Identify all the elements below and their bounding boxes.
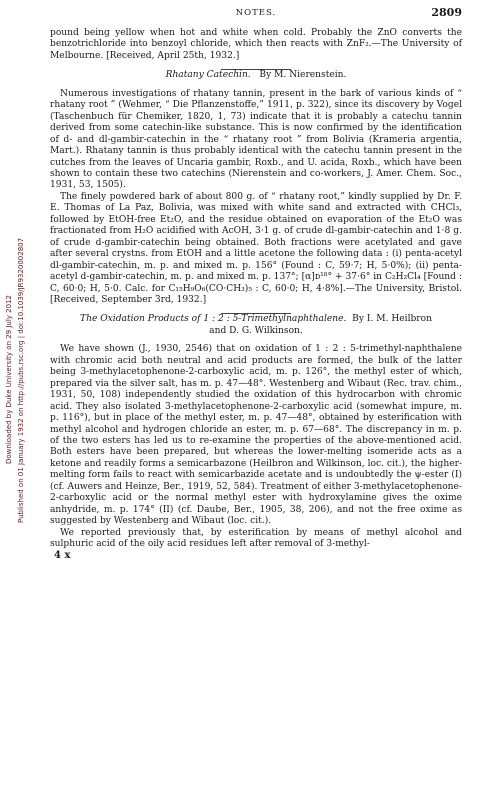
note2-paragraph-2: The finely powdered bark of about 800 g. of “ rhatany root,” kindly supplied by Dr. F. E. Thomas of La Paz, Bolivia, was mixed with white sand and extracted with CHCl₃, followed by EtOH-free Et₂O, and the residue obtained on evaporation of the Et₂O was fractionated from H₂O acidified with AcOH, 3·1 g. of crude dl-gambir-catechin and 1·8 g. of crude d-gambir-catechin being obtained. Both fractions were acetylated and gave after several crystns. from EtOH and a little acetone the following data : (i) penta-acetyl dl-gambir-catechin, m. p. and mixed m. p. 156° (Found : C, 59·7; H, 5·0%); (ii) penta-acetyl d-gambir-catechin, m. p. and mixed m. p. 137°; [α]ᴅ¹⁸° + 37·6° in C₂H₂Cl₄ [Found : C, 60·0; H, 5·0. Calc. for C₁₅H₉O₆(CO·CH₃)₅ : C, 60·0; H, 4·8%].—The University, Bristol. [Received, September 3rd, 1932.] bbox=[50, 191, 462, 305]
running-header bbox=[50, 6, 462, 22]
page-number: 2809 bbox=[431, 6, 462, 19]
note2-author: By M. Nierenstein. bbox=[259, 70, 347, 81]
note3-paragraph-2: We reported previously that, by esterification by means of methyl alcohol and sulphuric acid of the oily acid residues left after removal of 3-methyl- bbox=[50, 527, 462, 550]
note3-author-2: and D. G. Wilkinson. bbox=[209, 325, 303, 336]
note2-heading bbox=[50, 70, 462, 81]
download-watermark bbox=[0, 100, 32, 660]
note3-heading bbox=[50, 314, 462, 337]
note1-text: pound being yellow when hot and white when cold. Probably the ZnO converts the benzotrichloride into benzoyl chloride, which then reacts with ZnF₂.—The University of Melbourne. [Received, April 25th, 1932.] bbox=[50, 28, 462, 61]
note3-title: The Oxidation Products of 1 : 2 : 5-Trimethylnaphthalene. bbox=[80, 314, 347, 325]
note3-author-1: By I. M. Heilbron bbox=[352, 314, 432, 325]
note2-paragraph-1: Numerous investigations of rhatany tannin, present in the bark of various kinds of “ rhatany root ” (Wehmer, “ Die Pflanzenstoffe,” 1911, p. 322), since its discovery by Vogel (Taschenbuch für Chemiker, 1820, 1, 73) indicate that it is probably a catechu tannin derived from some catechin-like substance. This is now confirmed by the identification of d- and dl-gambir-catechin in the “ rhatany root ” from Bolivia (Krameria argentia, Mart.). Rhatany tannin is thus probably identical with the catechu tannin present in the cutches from the leaves of Uncaria gambir, Roxb., and U. acida, Roxb., which have been shown to contain these two catechins (Nierenstein and co-workers, J. Amer. Chem. Soc., 1931, 53, 1505). bbox=[50, 88, 462, 191]
publication-notice: Published on 01 January 1932 on http://pubs.rsc.org | doi:10.1039/JR9320002807 bbox=[17, 237, 25, 523]
note3-paragraph-1: We have shown (J., 1930, 2546) that on oxidation of 1 : 2 : 5-trimethyl-naphthalene with chromic acid both neutral and acid products are formed, the bulk of the latter being 3-methylacetophenone-2-carboxylic acid, m. p. 126°, the methyl ester of which, prepared via the silver salt, has m. p. 47—48°. Westenberg and Wibaut (Rec. trav. chim., 1931, 50, 108) independently studied the oxidation of this hydrocarbon with chromic acid. They also isolated 3-methylacetophenone-2-carboxylic acid (somewhat impure, m. p. 116°), but in place of the methyl ester, m. p. 47—48°, obtained by esterification with methyl alcohol and hydrogen chloride an ester, m. p. 67—68°. The discrepancy in m. p. of the two esters has led us to re-examine the properties of the above-mentioned acid. Both esters have been prepared, but whereas the lower-melting isomeride acts as a ketone and readily forms a semicarbazone (Heilbron and Wilkinson, loc. cit.), the higher-melting form fails to react with semicarbazide acetate and is undoubtedly the ψ-ester (I) (cf. Auwers and Heinze, Ber., 1919, 52, 584). Treatment of either 3-methylacetophenone-2-carboxylic acid or the normal methyl ester with hydroxylamine gives the oxime anhydride, m. p. 174° (II) (cf. Daube, Ber., 1905, 38, 206), and not the free oxime as suggested by Westenberg and Wibaut (loc. cit.). bbox=[50, 344, 462, 527]
page-body bbox=[50, 28, 462, 562]
note2-title: Rhatany Catechin. bbox=[165, 70, 251, 81]
signature-mark: 4 x bbox=[54, 550, 71, 562]
running-head: NOTES. bbox=[235, 8, 277, 18]
download-notice: Downloaded by Duke University on 29 July 2012 bbox=[5, 295, 13, 465]
